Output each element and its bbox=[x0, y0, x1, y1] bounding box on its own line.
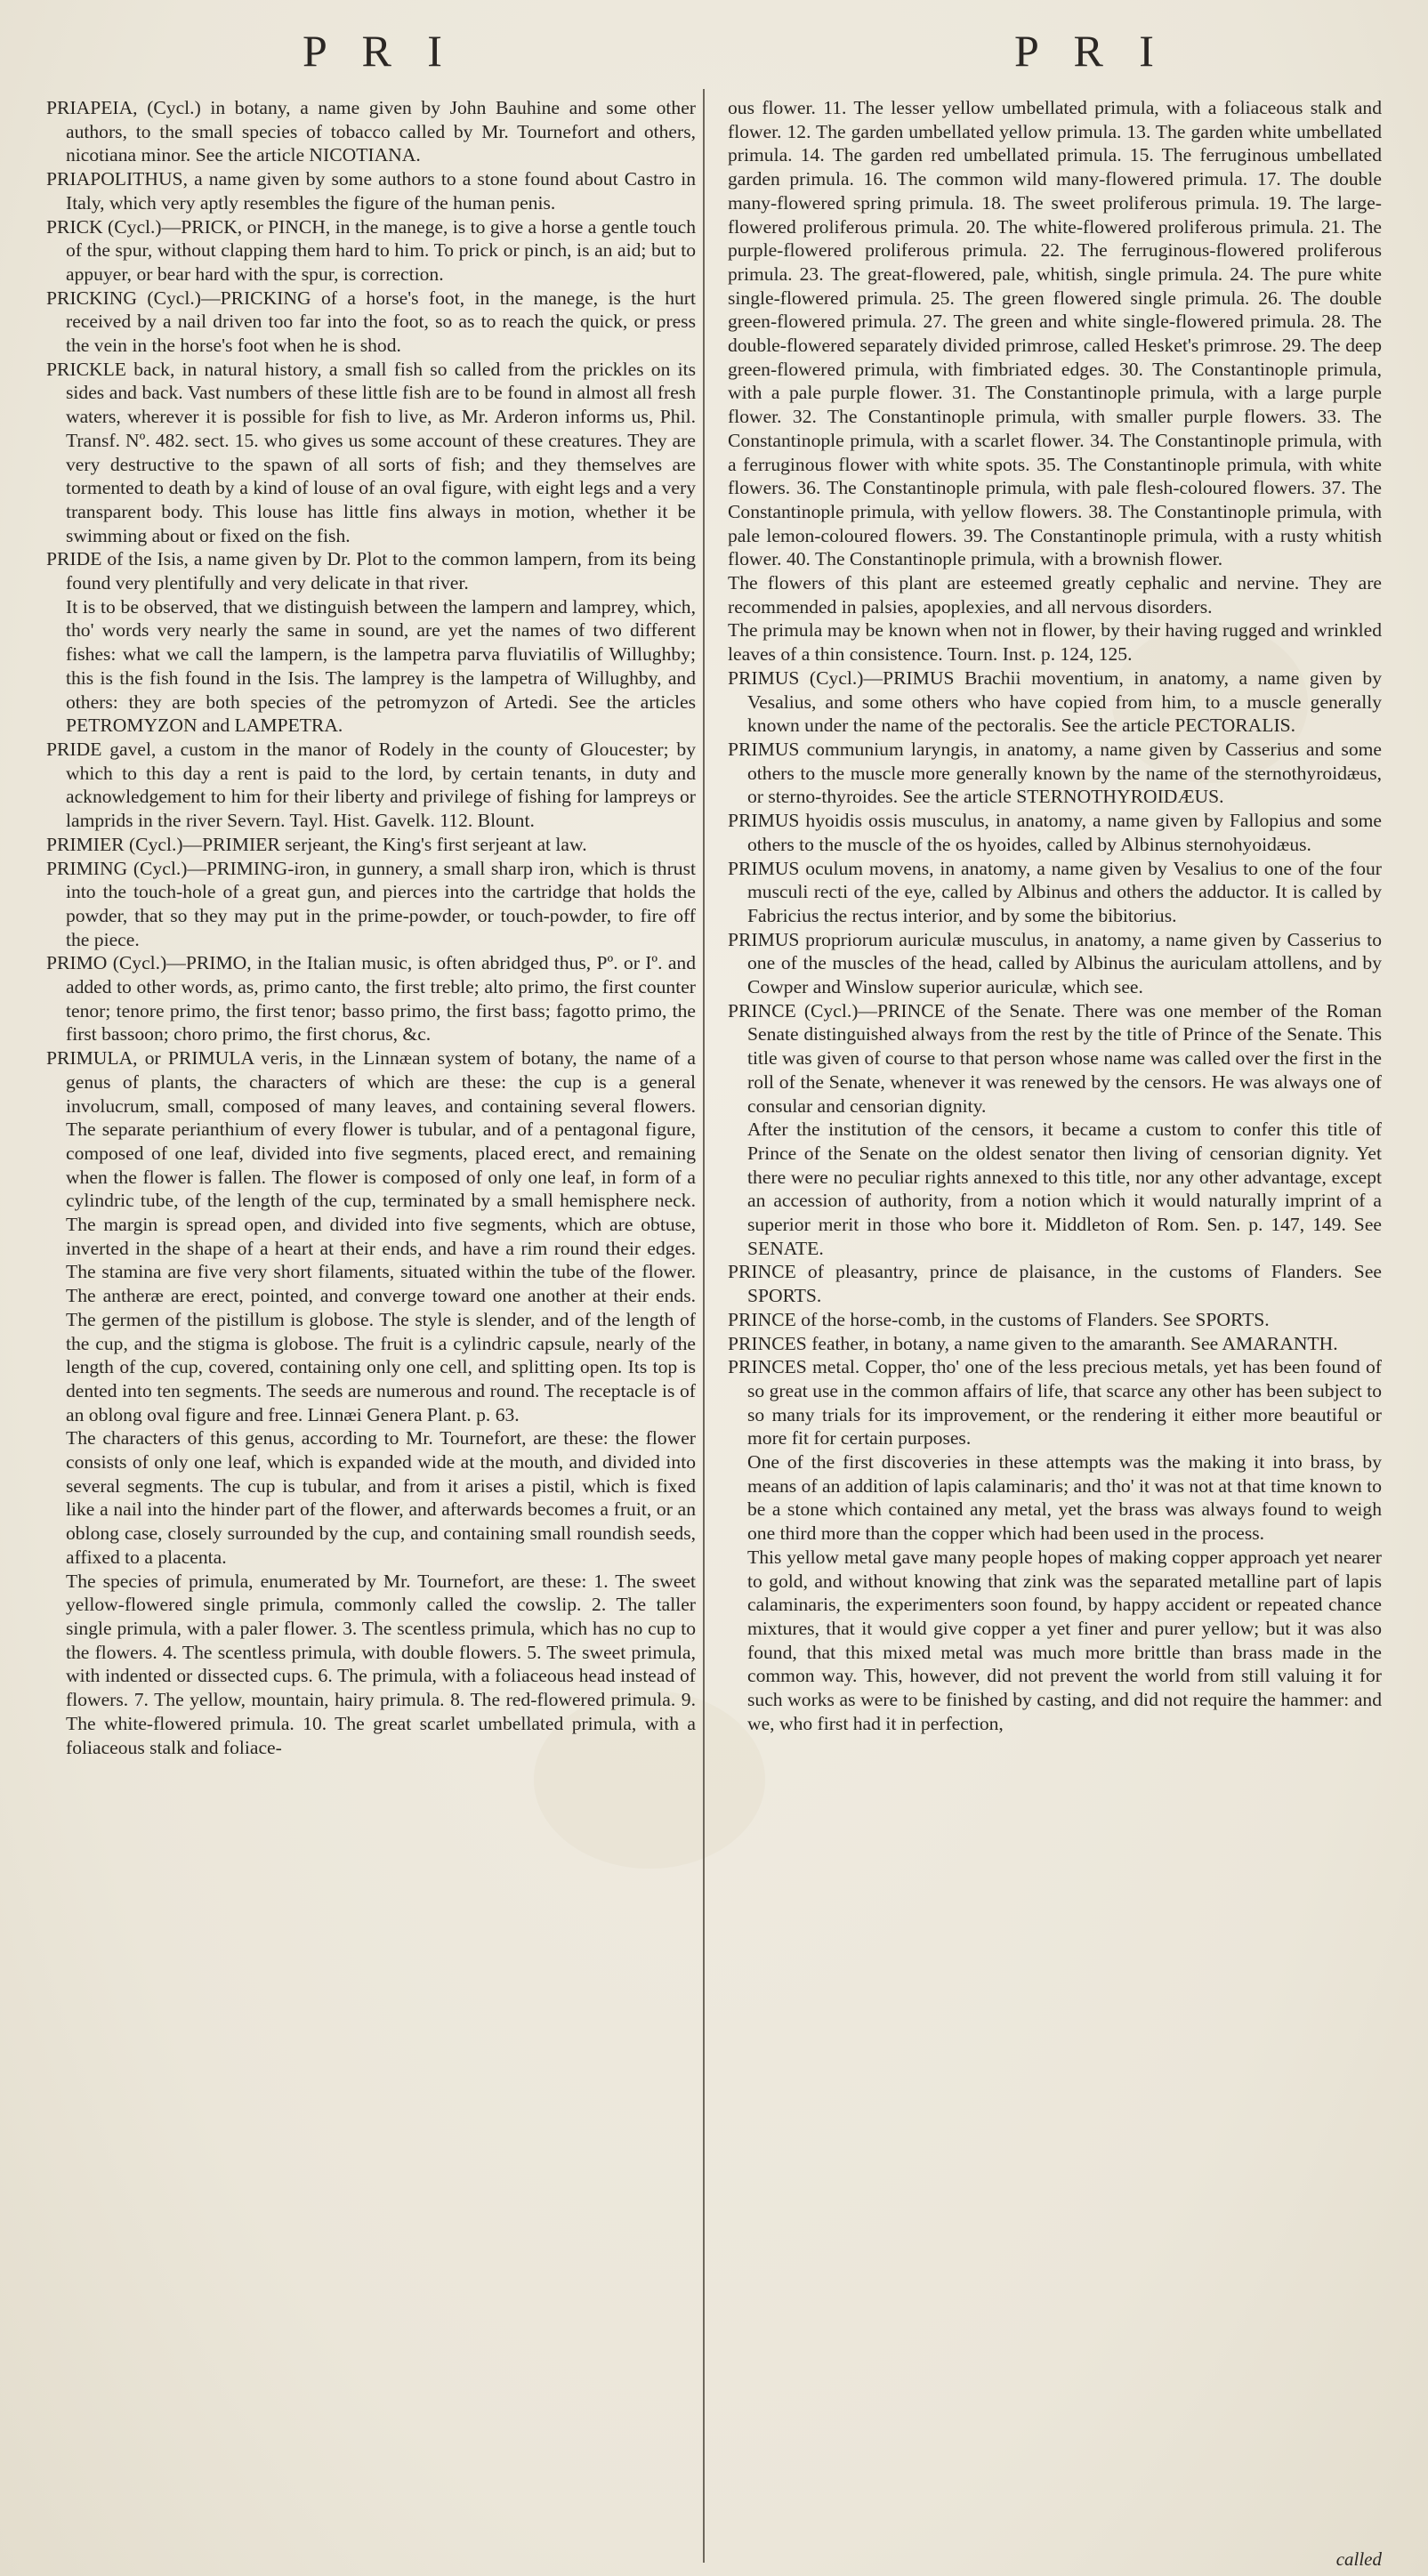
catchword: called bbox=[1335, 2548, 1382, 2570]
dictionary-entry: PRIAPEIA, (Cycl.) in botany, a name given by John Bauhine and some other authors, to the small species of tobacco called by Mr. Tournefort and others, nicotiana minor. See the article NICOTIANA. bbox=[46, 97, 696, 166]
dictionary-entry: PRINCES metal. Copper, tho' one of the less precious metals, yet has been found of so great use in the common affairs of life, that scarce any other has been subject to so many trials for its improvement, or the rendering it either more beautiful or more fit for certain purposes. bbox=[728, 1356, 1382, 1450]
running-head-left: P R I bbox=[303, 26, 455, 76]
paragraph: One of the first discoveries in these attempts was the making it into brass, by means of an addition of lapis calaminaris; and tho' it was not at that time known to be a stone which contained any metal, yet the brass was always found to weigh one third more than the copper which had been used in the process. bbox=[747, 1451, 1382, 1545]
paragraph: This yellow metal gave many people hopes of making copper approach yet nearer to gold, and without knowing that zink was the separated metalline part of lapis calaminaris, the experimenters soon found, by happy accident or repeated chance mixtures, that it would give copper a yet finer and purer yellow; but it was also found, that this mixed metal was much more brittle than brass made in the common way. This, however, did not prevent the world from still valuing it for such works as were to be finished by casting, and did not require the hammer: and we, who first had it in perfection, bbox=[747, 1546, 1382, 1734]
dictionary-entry: PRIAPOLITHUS, a name given by some authors to a stone found about Castro in Italy, which very aptly resembles the figure of the human penis. bbox=[46, 168, 696, 214]
dictionary-entry: PRIMULA, or PRIMULA veris, in the Linnæan system of botany, the name of a genus of plants, the characters of which are these: the cup is a general involucrum, small, composed of many leaves, and containing several flowers. The separate perianthium of every flower is tubular, and of a pentagonal figure, composed of one leaf, divided into five segments, placed erect, and remaining when the flower is fallen. The flower is composed of only one leaf, in form of a cylindric tube, of the length of the cup, terminated by a small hemisphere neck. The margin is spread open, and divided into five segments, which are obtuse, inverted in the shape of a heart at their ends, and have a rim round their edges. The stamina are five very short filaments, situated within the tube of the flower. The antheræ are erect, pointed, and converge toward one another at their ends. The germen of the pistillum is globose. The style is slender, and of the length of the cup, and the stigma is globose. The fruit is a cylindric capsule, nearly of the length of the cup, covered, containing only one cell, and splitting open. Its top is dented into ten segments. The seeds are numerous and round. The receptacle is of an oblong oval figure and free. Linnæi Genera Plant. p. 63. bbox=[46, 1047, 696, 1425]
dictionary-entry: PRINCE (Cycl.)—PRINCE of the Senate. There was one member of the Roman Senate distinguished always from the rest by the title of Prince of the Senate. This title was given of course to that person whose name was called over the first in the roll of the Senate, whenever it was renewed by the censors. He was always one of consular and censorian dignity. bbox=[728, 999, 1382, 1117]
dictionary-entry: PRICKLE back, in natural history, a small fish so called from the prickles on its sides and back. Vast numbers of these little fish are to be found in almost all fresh waters, wherever it is possible for fish to live, as Mr. Arderon informs us, Phil. Transf. Nº. 482. sect. 15. who gives us some account of these creatures. They are very destructive to the spawn of all sorts of fish; and they themselves are tormented to death by a kind of louse of an oval figure, with eight legs and a very transparent body. This louse has little fins always in motion, whether it be swimming about or fixed on the fish. bbox=[46, 358, 696, 546]
dictionary-entry: PRIMUS oculum movens, in anatomy, a name given by Vesalius to one of the four musculi recti of the eye, called by Albinus and others the adductor. It is called by Fabricius the rectus interior, and by some the bibitorius. bbox=[728, 857, 1382, 926]
dictionary-entry: PRIMO (Cycl.)—PRIMO, in the Italian music, is often abridged thus, Pº. or Iº. and added to other words, as, primo canto, the first treble; alto primo, the first counter tenor; tenore primo, the first tenor; basso primo, the first bass; fagotto primo, the first bassoon; choro primo, the first chorus, &c. bbox=[46, 952, 696, 1046]
column-divider bbox=[703, 89, 705, 2563]
right-column bbox=[728, 96, 1382, 1736]
dictionary-entry: PRINCES feather, in botany, a name given to the amaranth. See AMARANTH. bbox=[728, 1332, 1338, 1354]
dictionary-entry: PRICKING (Cycl.)—PRICKING of a horse's foot, in the manege, is the hurt received by a nail driven too far into the foot, so as to reach the quick, or press the vein in the horse's foot when he is shod. bbox=[46, 287, 696, 357]
paragraph: The species of primula, enumerated by Mr. Tournefort, are these: 1. The sweet yellow-flowered single primula, commonly called the cowslip. 2. The taller single primula, with a paler flower. 3. The scentless primula, which has no cup to the flowers. 4. The scentless primula, with double flowers. 5. The sweet primula, with indented or dissected cups. 6. The primula, with a foliaceous head instead of flowers. 7. The yellow, mountain, hairy primula. 8. The red-flowered primula. 9. The white-flowered primula. 10. The great scarlet umbellated primula, with a foliaceous stalk and foliace- bbox=[66, 1570, 696, 1758]
dictionary-entry: PRINCE of pleasantry, prince de plaisance, in the customs of Flanders. See SPORTS. bbox=[728, 1261, 1382, 1307]
paragraph: The characters of this genus, according to Mr. Tournefort, are these: the flower consists of only one leaf, which is expanded wide at the mouth, and divided into several segments. The cup is tubular, and from it arises a pistil, which is fixed like a nail into the hinder part of the flower, and afterwards becomes a fruit, or an oblong case, closely surrounded by the cup, and containing small roundish seeds, affixed to a placenta. bbox=[66, 1427, 696, 1568]
dictionary-entry: PRIMUS communium laryngis, in anatomy, a name given by Casserius and some others to the muscle more generally known by the name of the sternothyroidæus, or sterno-thyroides. See the article STERNOTHYROIDÆUS. bbox=[728, 738, 1382, 808]
paragraph: The flowers of this plant are esteemed greatly cephalic and nervine. They are recommended in palsies, apoplexies, and all nervous disorders. bbox=[728, 572, 1382, 618]
dictionary-entry: PRICK (Cycl.)—PRICK, or PINCH, in the manege, is to give a horse a gentle touch of the spur, without clapping them hard to him. To prick or pinch, is an aid; but to appuyer, or bear hard with the spur, is correction. bbox=[46, 215, 696, 285]
paragraph: It is to be observed, that we distinguish between the lampern and lamprey, which, tho' words very nearly the same in sound, are yet the names of two different fishes: what we call the lampern, is the lampetra parva fluviatilis of Willughby; this is the fish found in the Isis. The lamprey is the lampetra of Willughby, and others: they are both species of the petromyzon of Artedi. See the articles PETROMYZON and LAMPETRA. bbox=[66, 595, 696, 737]
dictionary-entry: PRIMUS hyoidis ossis musculus, in anatomy, a name given by Fallopius and some others to the muscle of the os hyoides, called by Albinus sternohyoidæus. bbox=[728, 810, 1382, 855]
paragraph: After the institution of the censors, it became a custom to confer this title of Prince of the Senate on the oldest senator then living of censorian dignity. Yet there were no peculiar rights annexed to this title, nor any other advantage, except an accession of authority, from a notion which it would naturally imprint of a superior merit in those who bore it. Middleton of Rom. Sen. p. 147, 149. See SENATE. bbox=[747, 1118, 1382, 1259]
left-column bbox=[46, 96, 696, 1759]
paragraph: ous flower. 11. The lesser yellow umbellated primula, with a foliaceous stalk and flower. 12. The garden umbellated yellow primula. 13. The garden white umbellated primula. 14. The garden red umbellated primula. 15. The ferruginous umbellated garden primula. 16. The common wild many-flowered primula. 17. The double many-flowered spring primula. 18. The sweet proliferous primula. 19. The large-flowered proliferous primula. 20. The white-flowered proliferous primula. 21. The purple-flowered proliferous primula. 22. The ferruginous-flowered proliferous primula. 23. The great-flowered, pale, whitish, single primula. 24. The pure white single-flowered primula. 25. The green flowered single primula. 26. The double green-flowered primula. 27. The green and white single-flowered primula. 28. The double-flowered separately divided primrose, called Hesket's primrose. 29. The deep green-flowered primula, with fimbriated edges. 30. The Constantinople primula, with a pale purple flower. 31. The Constantinople primula, with a large purple flower. 32. The Constantinople primula, with smaller purple flowers. 33. The Constantinople primula, with a scarlet flower. 34. The Constantinople primula, with a ferruginous flower with white spots. 35. The Constantinople primula, with white flowers. 36. The Constantinople primula, with pale flesh-coloured flowers. 37. The Constantinople primula, with yellow flowers. 38. The Constantinople primula, with pale lemon-coloured flowers. 39. The Constantinople primula, with a rusty whitish flower. 40. The Constantinople primula, with a brownish flower. bbox=[728, 97, 1382, 570]
dictionary-entry: PRIMING (Cycl.)—PRIMING-iron, in gunnery, a small sharp iron, which is thrust into the touch-hole of a great gun, and pierces into the cartridge that holds the powder, that so they may put in the prime-powder, or touch-powder, to fire off the piece. bbox=[46, 857, 696, 950]
dictionary-entry: PRIMIER (Cycl.)—PRIMIER serjeant, the King's first serjeant at law. bbox=[46, 833, 587, 855]
paragraph: The primula may be known when not in flower, by their having rugged and wrinkled leaves of a thin consistence. Tourn. Inst. p. 124, 125. bbox=[728, 619, 1382, 666]
dictionary-entry: PRIMUS (Cycl.)—PRIMUS Brachii moventium, in anatomy, a name given by Vesalius, and some others who have copied from him, to a muscle generally known under the name of the pectoralis. See the article PECTORALIS. bbox=[728, 666, 1382, 737]
dictionary-entry: PRIMUS propriorum auriculæ musculus, in anatomy, a name given by Casserius to one of the muscles of the head, called by Albinus the auriculam attollens, and by Cowper and Winslow superior auriculæ, which see. bbox=[728, 928, 1382, 998]
running-head-right: P R I bbox=[1014, 26, 1166, 76]
dictionary-entry: PRIDE of the Isis, a name given by Dr. Plot to the common lampern, from its being found very plentifully and very delicate in that river. bbox=[46, 548, 696, 594]
dictionary-entry: PRIDE gavel, a custom in the manor of Rodely in the county of Gloucester; by which to this day a rent is paid to the lord, by certain tenants, in duty and acknowledgement to him for their liberty and privilege of fishing for lampreys or lamprids in the river Severn. Tayl. Hist. Gavelk. 112. Blount. bbox=[46, 738, 696, 832]
dictionary-entry: PRINCE of the horse-comb, in the customs of Flanders. See SPORTS. bbox=[728, 1308, 1270, 1330]
